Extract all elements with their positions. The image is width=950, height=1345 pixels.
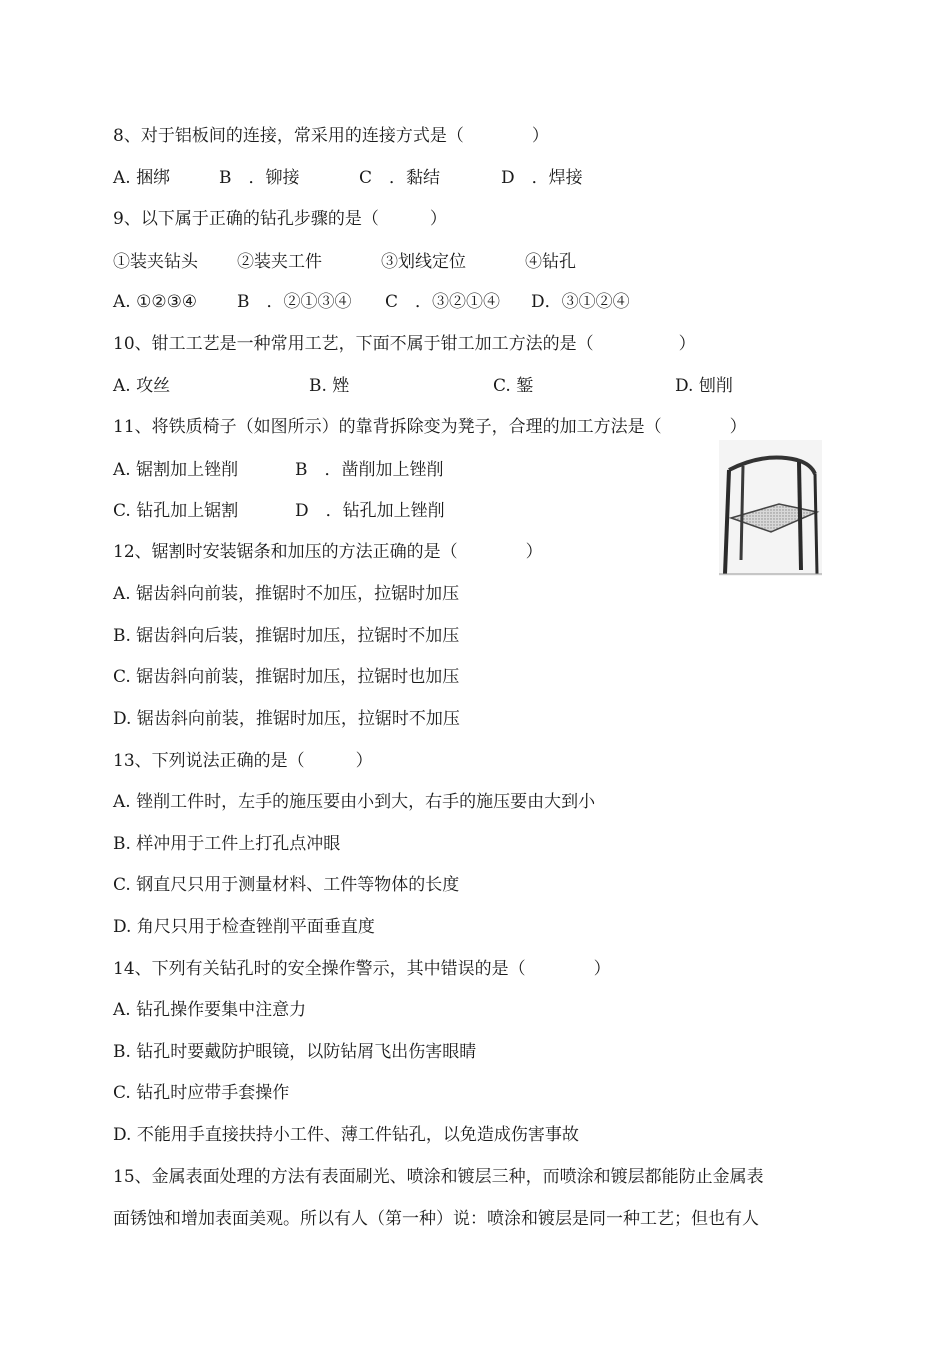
question-12-option-b: B. 锯齿斜向后装，推锯时加压，拉锯时不加压 [113,626,460,646]
option-a: A. ①②③④ [113,292,198,312]
question-11-options-row-1 [113,458,673,482]
chair-image [719,440,822,576]
option-d: D ．钻孔加上锉削 [295,501,445,521]
question-11-options-row-2 [113,499,673,523]
option-b: B. 矬 [309,376,350,396]
question-13-option-c: C. 钢直尺只用于测量材料、工件等物体的长度 [113,875,460,895]
question-12-option-a: A. 锯齿斜向前装，推锯时不加压，拉锯时加压 [113,584,460,604]
step-3: ③划线定位 [381,252,466,272]
question-13-option-b: B. 样冲用于工件上打孔点冲眼 [113,834,341,854]
option-b: B ．凿削加上锉削 [295,460,444,480]
question-12-stem: 12、锯割时安装锯条和加压的方法正确的是（ ） [113,542,543,562]
question-15-line-2: 面锈蚀和增加表面美观。所以有人（第一种）说：喷涂和镀层是同一种工艺；但也有人 [113,1209,759,1229]
option-a: A. 攻丝 [113,376,171,396]
question-14-option-a: A. 钻孔操作要集中注意力 [113,1000,307,1020]
question-10-stem: 10、钳工工艺是一种常用工艺，下面不属于钳工加工方法的是（ ） [113,334,696,354]
option-b: B ．②①③④ [237,292,352,312]
option-c: C. 錾 [493,376,534,396]
question-9-stem: 9、以下属于正确的钻孔步骤的是（ ） [113,209,447,229]
option-c: C ．③②①④ [385,292,501,312]
question-14-option-c: C. 钻孔时应带手套操作 [113,1083,290,1103]
option-c: C. 钻孔加上锯割 [113,501,239,521]
question-13-option-a: A. 锉削工件时，左手的施压要由小到大，右手的施压要由大到小 [113,792,596,812]
question-10-options [113,374,813,398]
option-d: D. 刨削 [675,376,733,396]
question-12-option-c: C. 锯齿斜向前装，推锯时加压，拉锯时也加压 [113,667,460,687]
question-9-steps [113,250,813,274]
option-a: A. 锯割加上锉削 [113,460,239,480]
step-2: ②装夹工件 [237,252,322,272]
step-1: ①装夹钻头 [113,252,198,272]
question-14-option-b: B. 钻孔时要戴防护眼镜，以防钻屑飞出伤害眼睛 [113,1042,477,1062]
question-13-option-d: D. 角尺只用于检查锉削平面垂直度 [113,917,375,937]
option-c: C ．黏结 [359,168,441,188]
option-d: D ．焊接 [501,168,583,188]
question-12-option-d: D. 锯齿斜向前装，推锯时加压，拉锯时不加压 [113,709,460,729]
option-b: B ．铆接 [219,168,300,188]
question-14-stem: 14、下列有关钻孔时的安全操作警示，其中错误的是（ ） [113,959,611,979]
question-9-options [113,290,813,314]
question-13-stem: 13、下列说法正确的是（ ） [113,751,373,771]
question-14-option-d: D. 不能用手直接扶持小工件、薄工件钻孔，以免造成伤害事故 [113,1125,579,1145]
question-11-stem: 11、将铁质椅子（如图所示）的靠背拆除变为凳子，合理的加工方法是（ ） [113,417,747,437]
question-15-line-1: 15、金属表面处理的方法有表面刷光、喷涂和镀层三种，而喷涂和镀层都能防止金属表 [113,1167,764,1187]
question-8-stem: 8、对于铝板间的连接，常采用的连接方式是（ ） [113,126,549,146]
step-4: ④钻孔 [525,252,576,272]
question-8-options [113,166,813,190]
option-d: D．③①②④ [531,292,630,312]
option-a: A. 捆绑 [113,168,171,188]
